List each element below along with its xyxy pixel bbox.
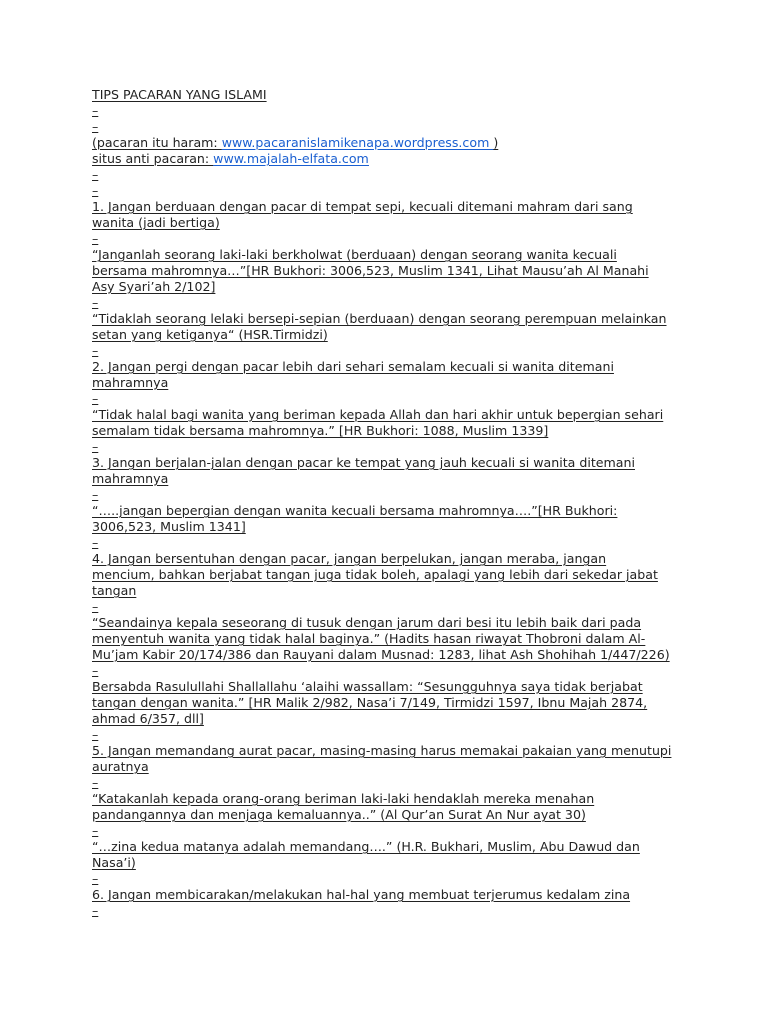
dash-separator: – — [92, 535, 99, 550]
dash-separator: – — [92, 871, 99, 886]
tip-1: 1. Jangan berduaan dengan pacar di tempat sepi, kecuali ditemani mahram dari sang wanita (jadi bertiga) — [92, 199, 633, 230]
link-majalah-elfata[interactable]: www.majalah-elfata.com — [213, 151, 369, 166]
document-title: TIPS PACARAN YANG ISLAMI — [92, 87, 267, 102]
dash-separator: – — [92, 183, 99, 198]
intro-close: ) — [493, 135, 499, 150]
dash-separator: – — [92, 231, 99, 246]
dash-separator: – — [92, 663, 99, 678]
dash-separator: – — [92, 487, 99, 502]
dash-separator: – — [92, 775, 99, 790]
quote-6: Bersabda Rasulullahi Shallallahu ‘alaihi wassallam: “Sesungguhnya saya tidak berjabat tangan dengan wanita.” [HR Malik 2/982, Nasa’i 7/149, Tirmidzi 1597, Ibnu Majah 2874, ahmad 6/357, dll] — [92, 679, 648, 726]
dash-separator: – — [92, 167, 99, 182]
tip-4: 4. Jangan bersentuhan dengan pacar, jangan berpelukan, jangan meraba, jangan mencium, bahkan berjabat tangan juga tidak boleh, apalagi yang lebih dari sekedar jabat tangan — [92, 551, 658, 598]
intro-text: situs anti pacaran: — [92, 151, 214, 166]
document-page — [92, 87, 672, 919]
quote-5: “Seandainya kepala seseorang di tusuk dengan jarum dari besi itu lebih baik dari pada menyentuh wanita yang tidak halal baginya.” (Hadits hasan riwayat Thobroni dalam Al-Mu’jam Kabir 20/174/386 dan Rauyani dalam Musnad: 1283, lihat Ash Shohihah 1/447/226) — [92, 615, 670, 662]
intro-line-2 — [92, 151, 672, 167]
quote-1: “Janganlah seorang laki-laki berkholwat (berduaan) dengan seorang wanita kecuali bersama mahromnya…”[HR Bukhori: 3006,523, Muslim 1341, Lihat Mausu’ah Al Manahi Asy Syari’ah 2/102] — [92, 247, 649, 294]
dash-separator: – — [92, 903, 99, 918]
tip-3: 3. Jangan berjalan-jalan dengan pacar ke tempat yang jauh kecuali si wanita ditemani mahramnya — [92, 455, 635, 486]
dash-separator: – — [92, 295, 99, 310]
quote-7: “Katakanlah kepada orang-orang beriman laki-laki hendaklah mereka menahan pandangannya dan menjaga kemaluannya..” (Al Qur’an Surat An Nur ayat 30) — [92, 791, 595, 822]
link-pacaranislamikenapa[interactable]: www.pacaranislamikenapa.wordpress.com — [221, 135, 494, 150]
quote-3: “Tidak halal bagi wanita yang beriman kepada Allah dan hari akhir untuk bepergian sehari semalam tidak bersama mahromnya.” [HR Bukhori: 1088, Muslim 1339] — [92, 407, 664, 438]
dash-separator: – — [92, 823, 99, 838]
tip-2: 2. Jangan pergi dengan pacar lebih dari sehari semalam kecuali si wanita ditemani mahramnya — [92, 359, 614, 390]
quote-8: “…zina kedua matanya adalah memandang….” (H.R. Bukhari, Muslim, Abu Dawud dan Nasa’i) — [92, 839, 640, 870]
dash-separator: – — [92, 439, 99, 454]
quote-2: “Tidaklah seorang lelaki bersepi-sepian (berduaan) dengan seorang perempuan melainkan setan yang ketiganya“ (HSR.Tirmidzi) — [92, 311, 667, 342]
tip-6: 6. Jangan membicarakan/melakukan hal-hal yang membuat terjerumus kedalam zina — [92, 887, 631, 902]
intro-text: (pacaran itu haram: — [92, 135, 222, 150]
dash-separator: – — [92, 599, 99, 614]
dash-separator: – — [92, 119, 99, 134]
dash-separator: – — [92, 391, 99, 406]
dash-separator: – — [92, 727, 99, 742]
dash-separator: – — [92, 103, 99, 118]
dash-separator: – — [92, 343, 99, 358]
quote-4: “…..jangan bepergian dengan wanita kecuali bersama mahromnya….”[HR Bukhori: 3006,523, Muslim 1341] — [92, 503, 618, 534]
intro-line-1 — [92, 135, 672, 151]
tip-5: 5. Jangan memandang aurat pacar, masing-masing harus memakai pakaian yang menutupi auratnya — [92, 743, 672, 774]
